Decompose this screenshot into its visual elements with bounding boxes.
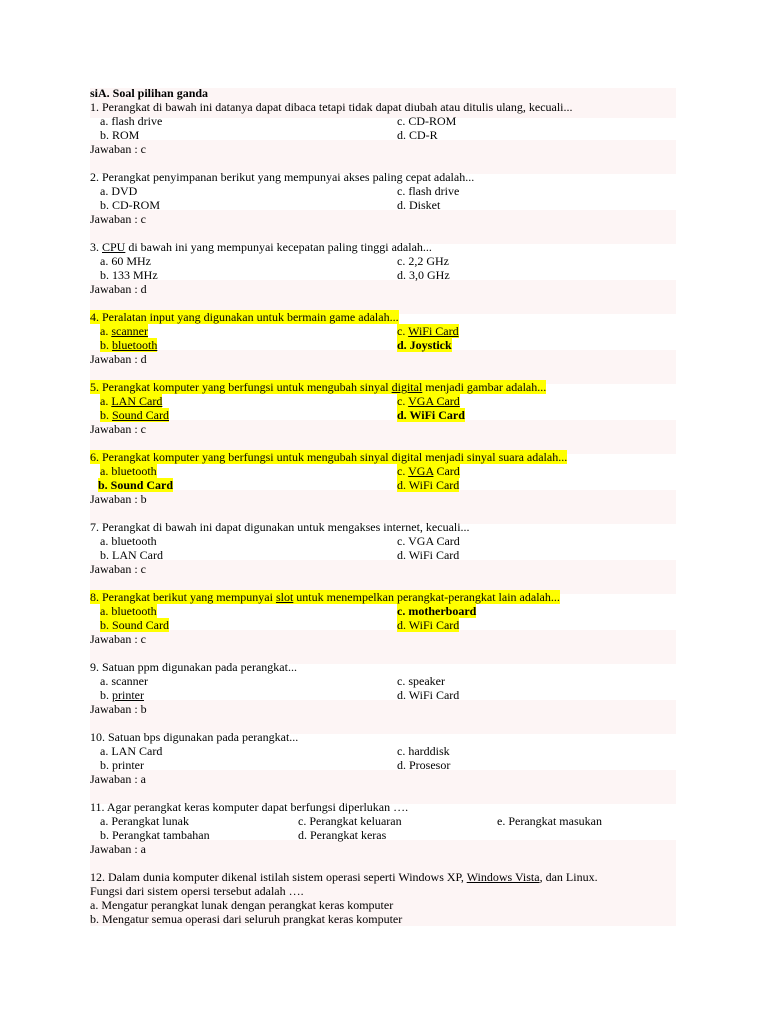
- vga-link[interactable]: VGA: [408, 464, 434, 478]
- wifi-card-link[interactable]: WiFi Card: [408, 324, 459, 338]
- stem-text: di bawah ini yang mempunyai kecepatan paling tinggi adalah...: [125, 240, 432, 254]
- stem-text: 3.: [90, 240, 102, 254]
- option-prefix: c.: [397, 464, 409, 478]
- option-b: b. Sound Card: [100, 618, 169, 632]
- option-d-bold: d. WiFi Card: [397, 408, 465, 422]
- cell-bg: [90, 350, 676, 384]
- question-stem: 1. Perangkat di bawah ini datanya dapat dibaca tetapi tidak dapat diubah atau ditulis ulang, kecuali...: [90, 100, 573, 114]
- stem-text: untuk menempelkan perangkat-perangkat lain adalah...: [293, 590, 560, 604]
- option-b: b. 133 MHz: [100, 268, 158, 282]
- cell-bg: [90, 630, 676, 664]
- option-b: [100, 688, 144, 702]
- digital-link[interactable]: digital: [391, 380, 423, 394]
- answer: Jawaban : c: [90, 212, 146, 226]
- option-d: d. WiFi Card: [397, 688, 460, 702]
- option-prefix: b.: [100, 408, 112, 422]
- option-d: d. WiFi Card: [397, 478, 460, 492]
- option-b: [100, 338, 157, 352]
- option-prefix: b.: [100, 688, 112, 702]
- option-a: a. bluetooth: [100, 534, 157, 548]
- vga-card-link[interactable]: VGA Card: [408, 394, 460, 408]
- option-b: b. Perangkat tambahan: [100, 828, 210, 842]
- option-d: d. WiFi Card: [397, 548, 460, 562]
- stem-text: 5. Perangkat komputer yang berfungsi untuk mengubah sinyal: [90, 380, 392, 394]
- answer: Jawaban : d: [90, 352, 147, 366]
- question-stem: [90, 870, 598, 884]
- answer: Jawaban : a: [90, 772, 146, 786]
- option-c: c. harddisk: [397, 744, 450, 758]
- cell-bg: [90, 560, 676, 594]
- option-prefix: a.: [100, 394, 112, 408]
- cell-bg: [90, 420, 676, 454]
- answer: Jawaban : c: [90, 142, 146, 156]
- question-stem: [90, 590, 560, 604]
- cell-bg: [90, 770, 676, 804]
- option-a: a. Perangkat lunak: [100, 814, 189, 828]
- option-c: c. speaker: [397, 674, 445, 688]
- option-b: b. CD-ROM: [100, 198, 161, 212]
- option-b: [100, 408, 169, 422]
- option-c: c. Perangkat keluaran: [298, 814, 402, 828]
- option-a: a. scanner: [100, 674, 148, 688]
- question-stem: 2. Perangkat penyimpanan berikut yang mempunyai akses paling cepat adalah...: [90, 170, 475, 184]
- answer: Jawaban : b: [90, 492, 147, 506]
- printer-link[interactable]: printer: [112, 688, 144, 702]
- option-c: c. CD-ROM: [397, 114, 457, 128]
- stem-text: 12. Dalam dunia komputer dikenal istilah sistem operasi seperti Windows XP,: [90, 870, 467, 884]
- cell-bg: [90, 210, 676, 244]
- option-a: [100, 394, 162, 408]
- option-b: b. Mengatur semua operasi dari seluruh prangkat keras komputer: [90, 912, 403, 926]
- option-b: b. printer: [100, 758, 144, 772]
- option-prefix: c.: [397, 324, 409, 338]
- option-a: a. LAN Card: [100, 744, 163, 758]
- cell-bg: [90, 490, 676, 524]
- sound-card-link[interactable]: Sound Card: [112, 408, 169, 422]
- scanner-link[interactable]: scanner: [111, 324, 148, 338]
- option-d: d. Prosesor: [397, 758, 451, 772]
- cell-bg: [90, 280, 676, 314]
- option-d-correct: d. Joystick: [397, 338, 452, 352]
- option-b: b. LAN Card: [100, 548, 163, 562]
- option-a: a. 60 MHz: [100, 254, 151, 268]
- option-d: d. Perangkat keras: [298, 828, 387, 842]
- option-c: c. VGA Card: [397, 534, 460, 548]
- question-stem: 4. Peralatan input yang digunakan untuk bermain game adalah...: [90, 310, 399, 324]
- question-stem: 6. Perangkat komputer yang berfungsi untuk mengubah sinyal digital menjadi sinyal suara adalah...: [90, 450, 568, 464]
- option-e: e. Perangkat masukan: [497, 814, 602, 828]
- question-stem: 11. Agar perangkat keras komputer dapat berfungsi diperlukan ….: [90, 800, 409, 814]
- answer: Jawaban : d: [90, 282, 147, 296]
- windows-vista-link[interactable]: Windows Vista: [466, 870, 540, 884]
- answer: Jawaban : a: [90, 842, 146, 856]
- option-prefix: c.: [397, 394, 409, 408]
- option-a: [100, 324, 148, 338]
- option-c: [397, 324, 459, 338]
- question-stem: 10. Satuan bps digunakan pada perangkat...: [90, 730, 299, 744]
- option-b: b. ROM: [100, 128, 140, 142]
- question-stem: [90, 380, 546, 394]
- question-stem-line2: Fungsi dari sistem opersi tersebut adalah ….: [90, 884, 304, 898]
- answer: Jawaban : b: [90, 702, 147, 716]
- cpu-link[interactable]: CPU: [102, 240, 126, 254]
- answer: Jawaban : c: [90, 632, 146, 646]
- option-a: a. DVD: [100, 184, 138, 198]
- option-a: a. Mengatur perangkat lunak dengan perangkat keras komputer: [90, 898, 394, 912]
- option-c: [397, 464, 460, 478]
- cell-bg: [90, 700, 676, 734]
- answer: Jawaban : c: [90, 562, 146, 576]
- stem-text: 8. Perangkat berikut yang mempunyai: [90, 590, 276, 604]
- option-d: d. Disket: [397, 198, 441, 212]
- option-d: d. CD-R: [397, 128, 438, 142]
- section-title: siA. Soal pilihan ganda: [90, 86, 209, 100]
- answer: Jawaban : c: [90, 422, 146, 436]
- option-c: c. 2,2 GHz: [397, 254, 449, 268]
- stem-text: , dan Linux.: [539, 870, 598, 884]
- option-c: c. flash drive: [397, 184, 460, 198]
- option-prefix: b.: [100, 338, 112, 352]
- option-suffix: Card: [433, 464, 460, 478]
- lan-card-link[interactable]: LAN Card: [111, 394, 163, 408]
- stem-text: menjadi gambar adalah...: [422, 380, 547, 394]
- bluetooth-link[interactable]: bluetooth: [112, 338, 158, 352]
- question-stem: 7. Perangkat di bawah ini dapat digunakan untuk mengakses internet, kecuali...: [90, 520, 470, 534]
- cell-bg: [90, 140, 676, 174]
- option-a: a. bluetooth: [100, 604, 157, 618]
- option-d: d. 3,0 GHz: [397, 268, 450, 282]
- question-stem: [90, 240, 432, 254]
- option-d: d. WiFi Card: [397, 618, 460, 632]
- option-a: a. bluetooth: [100, 464, 157, 478]
- option-c: [397, 394, 460, 408]
- option-b-correct: b. Sound Card: [98, 478, 174, 492]
- question-stem: 9. Satuan ppm digunakan pada perangkat...: [90, 660, 297, 674]
- slot-link[interactable]: slot: [275, 590, 294, 604]
- option-prefix: a.: [100, 324, 112, 338]
- option-c-correct: c. motherboard: [397, 604, 477, 618]
- option-a: a. flash drive: [100, 114, 163, 128]
